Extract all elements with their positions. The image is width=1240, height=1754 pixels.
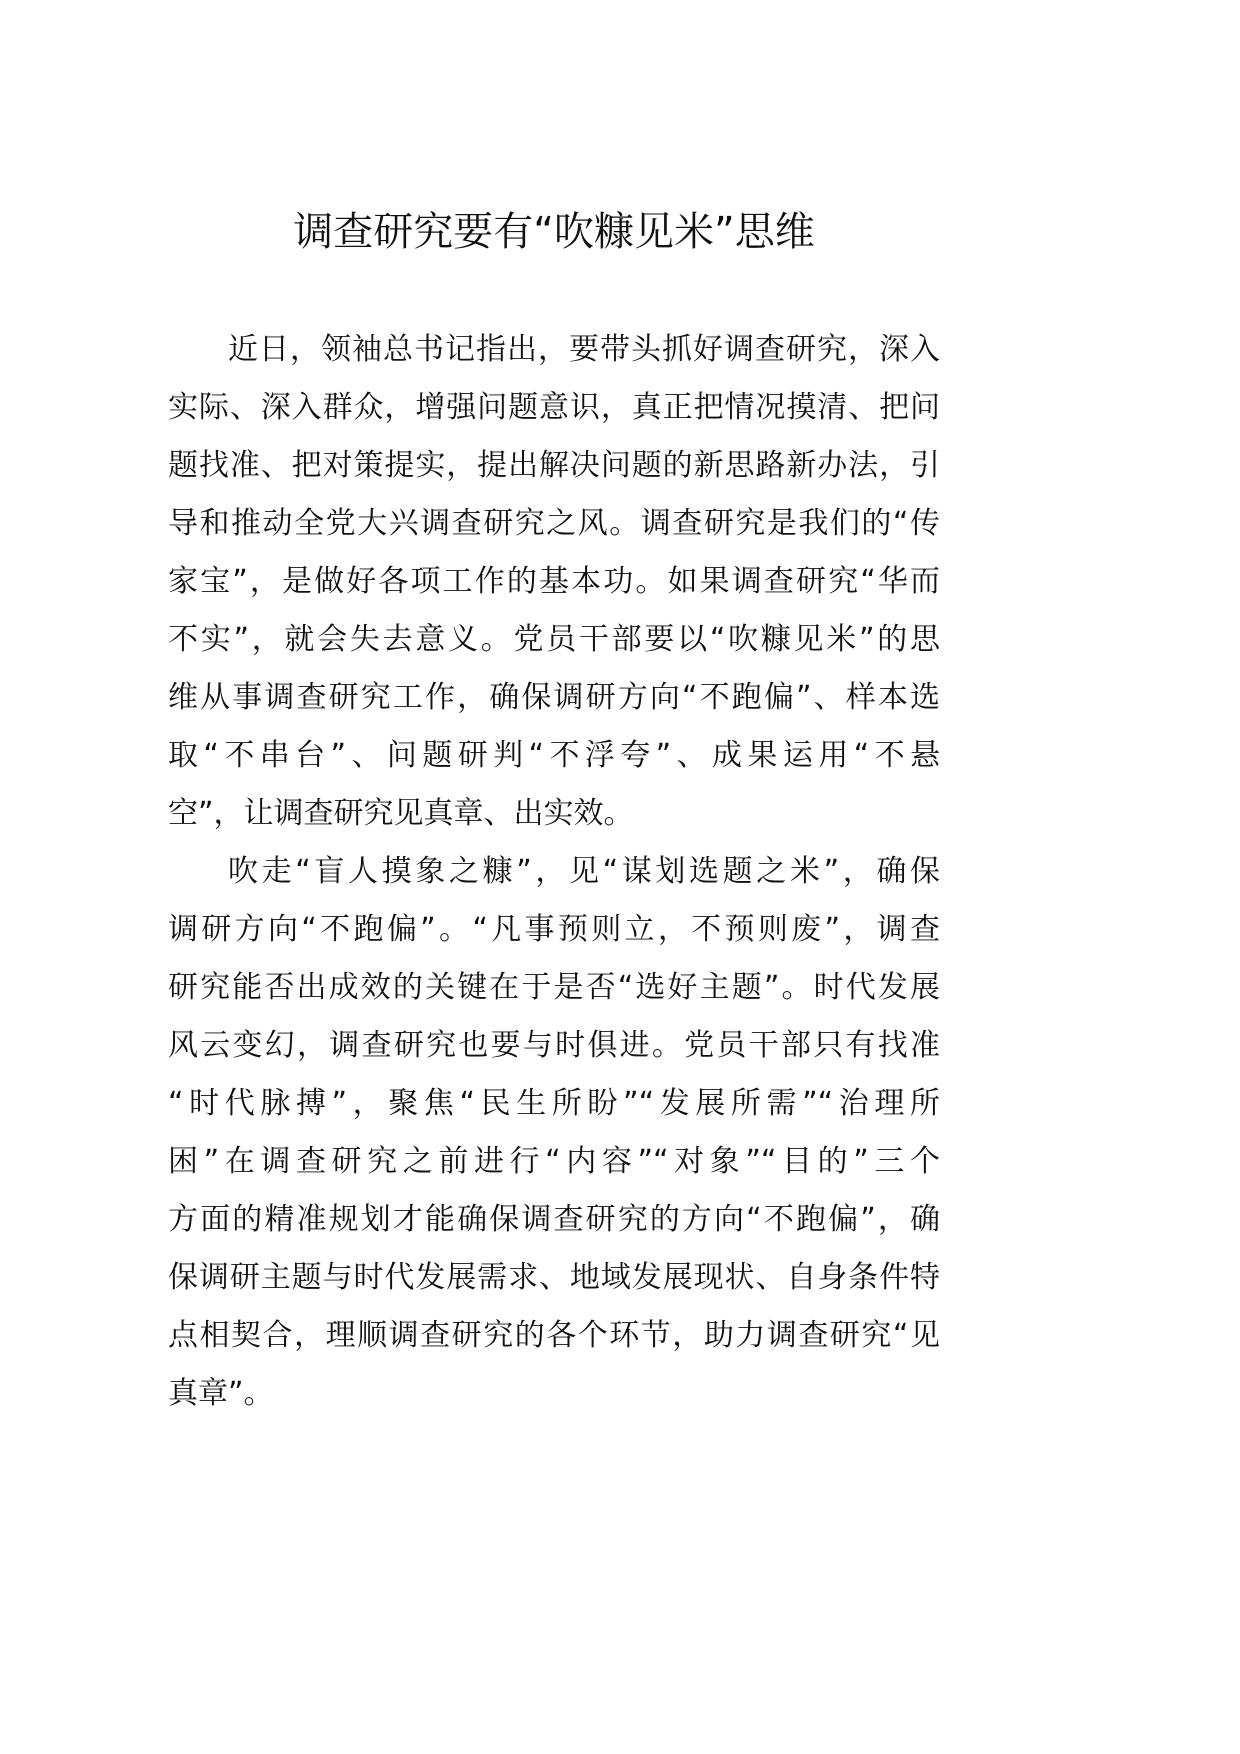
paragraph-line: 真章”。: [168, 1376, 274, 1411]
paragraph-line: 题找准、把对策提实，提出解决问题的新思路新办法，引: [168, 448, 940, 483]
paragraph-line: 困”在调查研究之前进行“内容”“对象”“目的”三个: [168, 1144, 940, 1179]
paragraph-line: 导和推动全党大兴调查研究之风。调查研究是我们的“传: [168, 506, 940, 541]
paragraph-line: 近日，领袖总书记指出，要带头抓好调查研究，深入: [228, 332, 940, 367]
paragraph-line: 风云变幻，调查研究也要与时俱进。党员干部只有找准: [168, 1028, 940, 1063]
paragraph-line: 研究能否出成效的关键在于是否“选好主题”。时代发展: [168, 970, 940, 1005]
paragraph-line: “时代脉搏”，聚焦“民生所盼”“发展所需”“治理所: [168, 1086, 940, 1121]
paragraph-line: 实际、深入群众，增强问题意识，真正把情况摸清、把问: [168, 390, 940, 425]
paragraph-line: 吹走“盲人摸象之糠”，见“谋划选题之米”，确保: [228, 854, 940, 889]
paragraph-line: 方面的精准规划才能确保调查研究的方向“不跑偏”，确: [168, 1202, 940, 1237]
paragraph-line: 保调研主题与时代发展需求、地域发展现状、自身条件特: [168, 1260, 940, 1295]
paragraph-intro: [168, 321, 940, 843]
paragraph-line: 维从事调查研究工作，确保调研方向“不跑偏”、样本选: [168, 680, 940, 715]
document-body: [168, 321, 940, 1423]
paragraph-line: 点相契合，理顺调查研究的各个环节，助力调查研究“见: [168, 1318, 940, 1353]
paragraph-line: 家宝”，是做好各项工作的基本功。如果调查研究“华而: [168, 564, 940, 599]
paragraph-line: 不实”，就会失去意义。党员干部要以“吹糠见米”的思: [168, 622, 940, 657]
paragraph-line: 取“不串台”、问题研判“不浮夸”、成果运用“不悬: [168, 738, 940, 773]
paragraph-direction: [168, 843, 940, 1423]
paragraph-line: 调研方向“不跑偏”。“凡事预则立，不预则废”，调查: [168, 912, 940, 947]
document-title: 调查研究要有“吹糠见米”思维: [293, 209, 815, 255]
paragraph-line: 空”，让调查研究见真章、出实效。: [168, 796, 634, 831]
